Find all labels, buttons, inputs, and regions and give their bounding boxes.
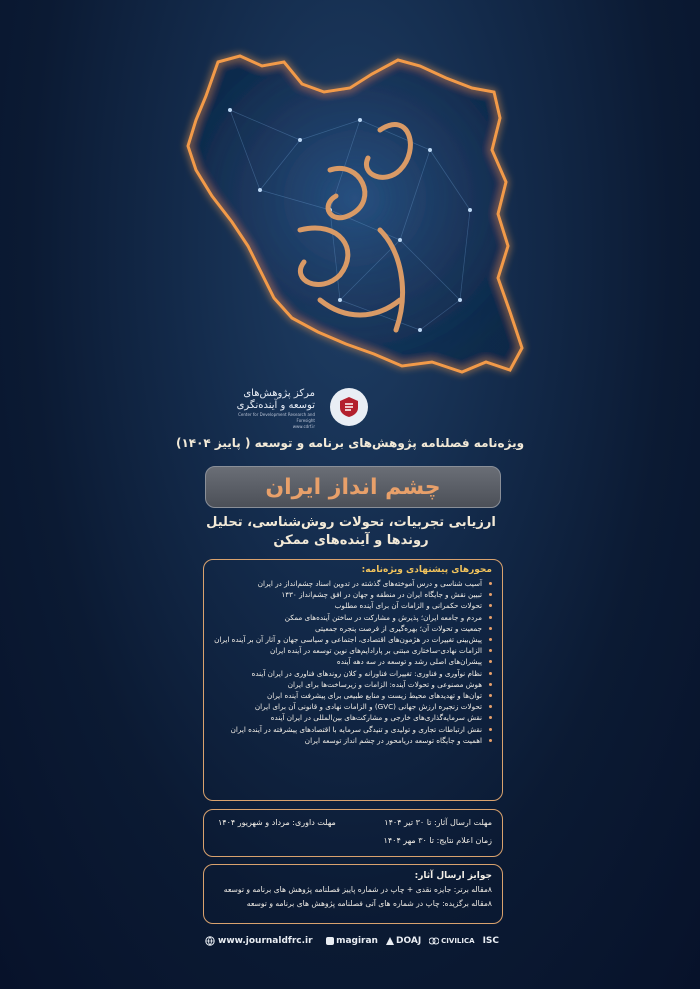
prize-line-2: ۸مقاله برگزیده: چاپ در شماره های آتی فصلنامه پژوهش های برنامه و توسعه — [246, 899, 492, 908]
brand-line-3: Center for Development Research and Foresight — [238, 412, 315, 423]
doaj-icon — [386, 937, 394, 945]
website-text: www.journaldfrc.ir — [218, 936, 313, 946]
brand-line-1: مرکز پژوهش‌های — [243, 388, 315, 399]
list-item: نقش سرمایه‌گذاری‌های خارجی و مشارکت‌های بین‌المللی در ایران آینده — [210, 712, 492, 723]
iran-map-illustration — [0, 0, 700, 440]
magiran-icon — [326, 937, 334, 945]
isc-logo: ISC — [482, 936, 499, 946]
tagline-line-1: ارزیابی تجربیات، تحولات روش‌شناسی، تحلیل — [206, 515, 496, 530]
tagline-line-2: روندها و آینده‌های ممکن — [273, 533, 429, 548]
prizes-box — [203, 864, 503, 924]
list-item: تحولات حکمرانی و الزامات آن برای آینده مطلوب — [210, 600, 492, 611]
list-item: هوش مصنوعی و تحولات آینده: الزامات و زیرساخت‌ها برای ایران — [210, 679, 492, 690]
list-item: اهمیت و جایگاه توسعه دریامحور در چشم انداز توسعه ایران — [210, 735, 492, 746]
prize-line-1: ۸مقاله برتر: جایزه نقدی + چاپ در شماره پاییز فصلنامه پژوهش های برنامه و توسعه — [223, 885, 492, 894]
list-item: الزامات نهادی-ساختاری مبتنی بر پارادایم‌های نوین توسعه در آینده ایران — [210, 645, 492, 656]
doaj-logo: DOAJ — [386, 936, 421, 946]
website-link[interactable] — [205, 936, 313, 946]
results-date: زمان اعلام نتایج: تا ۳۰ مهر ۱۴۰۴ — [383, 836, 492, 845]
civilica-logo: CIVILICA — [429, 937, 474, 945]
globe-icon — [205, 936, 215, 946]
list-item: آسیب شناسی و درس آموخته‌های گذشته در تدوین اسناد چشم‌انداز در ایران — [210, 578, 492, 589]
footer — [205, 934, 499, 948]
submission-deadline: مهلت ارسال آثار: تا ۳۰ تیر ۱۴۰۴ — [384, 818, 492, 827]
list-item: تحولات زنجیره ارزش جهانی (GVC) و الزامات نهادی و قانونی آن برای ایران — [210, 701, 492, 712]
list-item: جمعیت و تحولات آن؛ بهره‌گیری از فرصت پنجره جمعیتی — [210, 623, 492, 634]
list-item: نظام نوآوری و فناوری: تغییرات فناورانه و کلان روندهای فناوری در ایران آینده — [210, 668, 492, 679]
list-item: پیشران‌های اصلی رشد و توسعه در سه دهه آینده — [210, 656, 492, 667]
civilica-icon — [429, 937, 439, 945]
list-item: پیش‌بینی تغییرات در هژمون‌های اقتصادی، اجتماعی و سیاسی جهان و آثار آن بر آینده ایران — [210, 634, 492, 645]
main-title-banner: چشم انداز ایران — [205, 466, 501, 508]
list-item: مردم و جامعه ایران؛ پذیرش و مشارکت در ساختن آینده‌های ممکن — [210, 612, 492, 623]
tagline — [160, 514, 542, 550]
journal-emblem-icon — [330, 388, 368, 426]
review-deadline: مهلت داوری: مرداد و شهریور ۱۴۰۴ — [218, 818, 336, 827]
brand-logo — [235, 388, 315, 429]
topics-box — [203, 559, 503, 801]
brand-line-4: www.cdrf.ir — [292, 424, 315, 429]
issue-subtitle: ویژه‌نامه فصلنامه پژوهش‌های برنامه و توسعه ( پاییز ۱۴۰۴) — [175, 436, 525, 450]
brand-line-2: توسعه و آینده‌نگری — [236, 400, 315, 411]
list-item: تبیین نقش و جایگاه ایران در منطقه و جهان در افق چشم‌انداز ۱۴۳۰ — [210, 589, 492, 600]
magiran-logo: magiran — [326, 936, 378, 946]
list-item: نقش ارتباطات تجاری و تولیدی و تنیدگی سرمایه با اقتصادهای پیشرفته در آینده ایران — [210, 724, 492, 735]
list-item: توان‌ها و تهدیدهای محیط زیست و منابع طبیعی برای پیشرفت آینده ایران — [210, 690, 492, 701]
deadlines-box — [203, 809, 503, 857]
topics-heading: محورهای پیشنهادی ویژه‌نامه: — [361, 565, 492, 575]
prizes-heading: جوایز ارسال آثار: — [414, 871, 492, 881]
indexing-logos — [326, 936, 499, 946]
topics-list — [204, 578, 502, 746]
